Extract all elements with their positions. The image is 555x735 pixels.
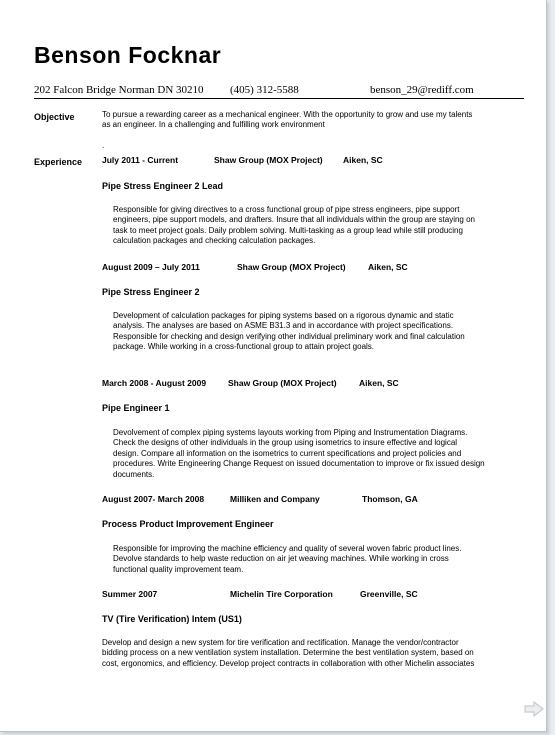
job-dates: March 2008 - August 2009	[102, 378, 207, 388]
contact-phone: (405) 312-5588	[230, 84, 299, 96]
contact-email: benson_29@rediff.com	[370, 84, 474, 96]
job-title: Pipe Engineer 1	[102, 403, 170, 413]
candidate-name: Benson Focknar	[34, 42, 222, 68]
job-title: TV (Tire Verification) Intem (US1)	[102, 614, 242, 624]
job-title: Pipe Stress Engineer 2 Lead	[102, 181, 224, 191]
job-company: Michelin Tire Corporation	[230, 589, 333, 599]
next-arrow-icon[interactable]	[524, 701, 544, 717]
contact-line	[34, 84, 524, 99]
job-location: Aiken, SC	[343, 155, 383, 165]
next-arrow-icon[interactable]	[524, 701, 544, 717]
bullet-mark: .	[102, 141, 105, 150]
job-location: Aiken, SC	[368, 262, 408, 272]
job-dates: July 2011 - Current	[102, 155, 179, 165]
job-company: Shaw Group (MOX Project)	[237, 262, 346, 272]
job-company: Shaw Group (MOX Project)	[214, 155, 323, 165]
job-dates: August 2009 – July 2011	[102, 262, 200, 272]
job-company: Milliken and Company	[230, 494, 320, 504]
job-location: Thomson, GA	[362, 494, 418, 504]
job-description: Develop and design a new system for tire verification and rectification. Manage the vendor/contractor bidding process on a new ventilation system installation. Determine the best ventilation system, based on cost, ergonomics, and efficiency. Develop project contracts in collaboration with other Michelin associates	[102, 638, 475, 668]
objective-label: Objective	[34, 112, 75, 122]
job-description: Devolvement of complex piping systems layouts working from Piping and Instrumentation Diagrams. Check the designs of other individuals in the group using isometrics to insure effective and logical design. Compare all information on the isometrics to current specifications and project policies and procedures. Write Engineering Change Request on issued documentation to improve or fix issued design documents.	[113, 428, 485, 479]
job-description: Responsible for improving the machine efficiency and quality of several woven fabric product lines. Devolve standards to help waste reduction on air jet weaving machines. While working in cross functional quality improvement team.	[113, 544, 462, 574]
job-header	[102, 494, 502, 505]
job-title: Process Product Improvement Engineer	[102, 519, 274, 529]
job-header	[102, 378, 502, 389]
job-dates: Summer 2007	[102, 589, 158, 599]
job-location: Greenville, SC	[360, 589, 418, 599]
experience-label: Experience	[34, 157, 83, 167]
job-description: Responsible for giving directives to a cross functional group of pipe stress engineers, pipe support engineers, pipe support models, and drafters. Insure that all individuals within the group are staying on task to meet project goals. Daily problem solving. Multi-tasking as a group lead while still producing calculation packages and checking calculation packages.	[113, 205, 475, 246]
job-header	[102, 155, 502, 166]
objective-text: To pursue a rewarding career as a mechanical engineer. With the opportunity to grow and use my talents as an engineer. In a challenging and fulfilling work environment	[102, 110, 473, 130]
job-header	[102, 262, 502, 273]
job-location: Aiken, SC	[359, 378, 399, 388]
job-header	[102, 589, 502, 600]
job-dates: August 2007- March 2008	[102, 494, 205, 504]
job-company: Shaw Group (MOX Project)	[228, 378, 337, 388]
job-title: Pipe Stress Engineer 2	[102, 287, 200, 297]
contact-address: 202 Falcon Bridge Norman DN 30210	[34, 84, 204, 96]
job-description: Development of calculation packages for piping systems based on a rigorous dynamic and static analysis. The analyses are based on ASME B31.3 and in accordance with project specifications. Responsible for checking and design verifying other individual preliminary work and final calculation package. While working in a cross-functional group to attain project goals.	[113, 311, 465, 352]
